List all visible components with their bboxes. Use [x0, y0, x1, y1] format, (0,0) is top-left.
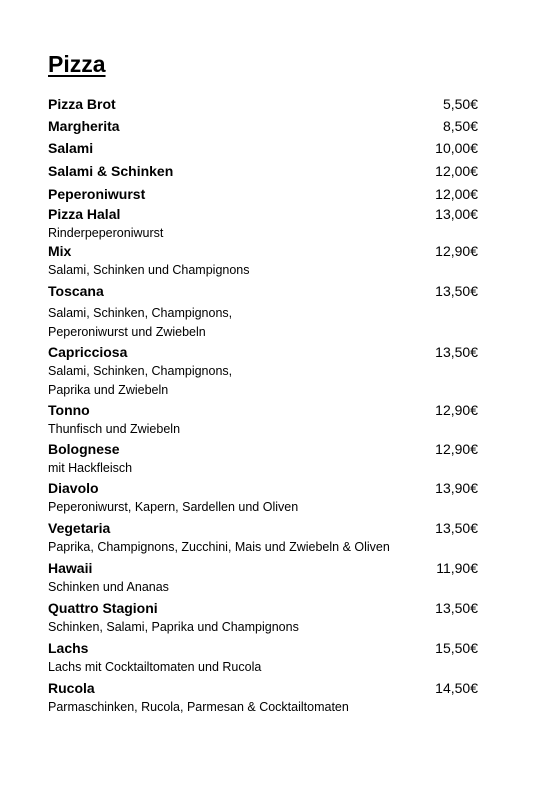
- menu-item-row: [48, 241, 478, 261]
- menu-item: [48, 342, 478, 400]
- item-description: Paprika und Zwiebeln: [48, 383, 169, 397]
- menu-item-row: [48, 94, 478, 114]
- item-name: Tonno: [48, 402, 90, 418]
- item-price: 12,00€: [435, 163, 478, 179]
- item-description: mit Hackfleisch: [48, 461, 133, 475]
- menu-item: [48, 161, 478, 181]
- menu-item-row: [48, 598, 478, 618]
- menu-item-row: [48, 138, 478, 158]
- item-price: 5,50€: [442, 96, 478, 112]
- menu-item: [48, 281, 478, 342]
- item-name: Mix: [48, 243, 72, 259]
- item-name: Peperoniwurst: [48, 186, 146, 202]
- page-title: Pizza: [48, 51, 106, 77]
- item-price: 13,50€: [435, 520, 478, 536]
- item-name: Pizza Halal: [48, 206, 121, 222]
- item-price: 8,50€: [442, 118, 478, 134]
- item-name: Bolognese: [48, 441, 120, 457]
- menu-item: [48, 678, 478, 717]
- item-name: Diavolo: [48, 480, 99, 496]
- item-price: 15,50€: [435, 640, 478, 656]
- menu-item: [48, 598, 478, 637]
- menu-item: [48, 204, 478, 243]
- item-name: Rucola: [48, 680, 95, 696]
- menu-item-row: [48, 342, 478, 362]
- menu-item: [48, 638, 478, 677]
- item-name: Capricciosa: [48, 344, 128, 360]
- menu-item: [48, 478, 478, 517]
- item-name: Pizza Brot: [48, 96, 116, 112]
- item-description: Lachs mit Cocktailtomaten und Rucola: [48, 660, 262, 674]
- item-description: Salami, Schinken, Champignons,: [48, 364, 233, 378]
- item-description: Peperoniwurst und Zwiebeln: [48, 325, 206, 339]
- item-price: 13,50€: [435, 283, 478, 299]
- menu-item: [48, 518, 478, 557]
- menu-item-row: [48, 439, 478, 459]
- item-name: Toscana: [48, 283, 104, 299]
- item-description: Thunfisch und Zwiebeln: [48, 422, 181, 436]
- menu-item-row: [48, 204, 478, 224]
- item-description: Paprika, Champignons, Zucchini, Mais und Zwiebeln & Oliven: [48, 540, 390, 554]
- item-description: Parmaschinken, Rucola, Parmesan & Cocktailtomaten: [48, 700, 349, 714]
- item-price: 13,00€: [435, 206, 478, 222]
- item-description: Rinderpeperoniwurst: [48, 226, 164, 240]
- item-name: Quattro Stagioni: [48, 600, 158, 616]
- menu-item-row: [48, 116, 478, 136]
- menu-item-row: [48, 558, 478, 578]
- item-price: 11,90€: [436, 560, 478, 576]
- menu-item-row: [48, 184, 478, 204]
- item-price: 13,90€: [435, 480, 478, 496]
- item-name: Salami: [48, 140, 94, 156]
- menu-item-row: [48, 281, 478, 301]
- item-price: 12,90€: [435, 441, 478, 457]
- menu-item: [48, 558, 478, 597]
- menu-item-row: [48, 478, 478, 498]
- menu-item-row: [48, 678, 478, 698]
- menu-item-row: [48, 161, 478, 181]
- menu-item-row: [48, 518, 478, 538]
- item-price: 13,50€: [435, 344, 478, 360]
- menu-item: [48, 94, 478, 114]
- menu-item: [48, 241, 478, 280]
- menu-item-row: [48, 638, 478, 658]
- item-name: Margherita: [48, 118, 120, 134]
- item-name: Salami & Schinken: [48, 163, 174, 179]
- item-description: Peperoniwurst, Kapern, Sardellen und Oliven: [48, 500, 299, 514]
- menu-item: [48, 400, 478, 439]
- menu-item: [48, 116, 478, 136]
- item-name: Vegetaria: [48, 520, 111, 536]
- menu-item: [48, 439, 478, 478]
- item-name: Lachs: [48, 640, 89, 656]
- menu-item: [48, 184, 478, 204]
- menu-item-row: [48, 400, 478, 420]
- item-description: Schinken und Ananas: [48, 580, 169, 594]
- item-price: 13,50€: [435, 600, 478, 616]
- item-price: 12,90€: [435, 243, 478, 259]
- item-name: Hawaii: [48, 560, 93, 576]
- item-description: Salami, Schinken, Champignons,: [48, 306, 233, 320]
- item-description: Salami, Schinken und Champignons: [48, 263, 250, 277]
- item-price: 12,90€: [435, 402, 478, 418]
- item-price: 10,00€: [435, 140, 478, 156]
- menu-item: [48, 138, 478, 158]
- item-price: 12,00€: [435, 186, 478, 202]
- item-price: 14,50€: [435, 680, 478, 696]
- item-description: Schinken, Salami, Paprika und Champignons: [48, 620, 299, 634]
